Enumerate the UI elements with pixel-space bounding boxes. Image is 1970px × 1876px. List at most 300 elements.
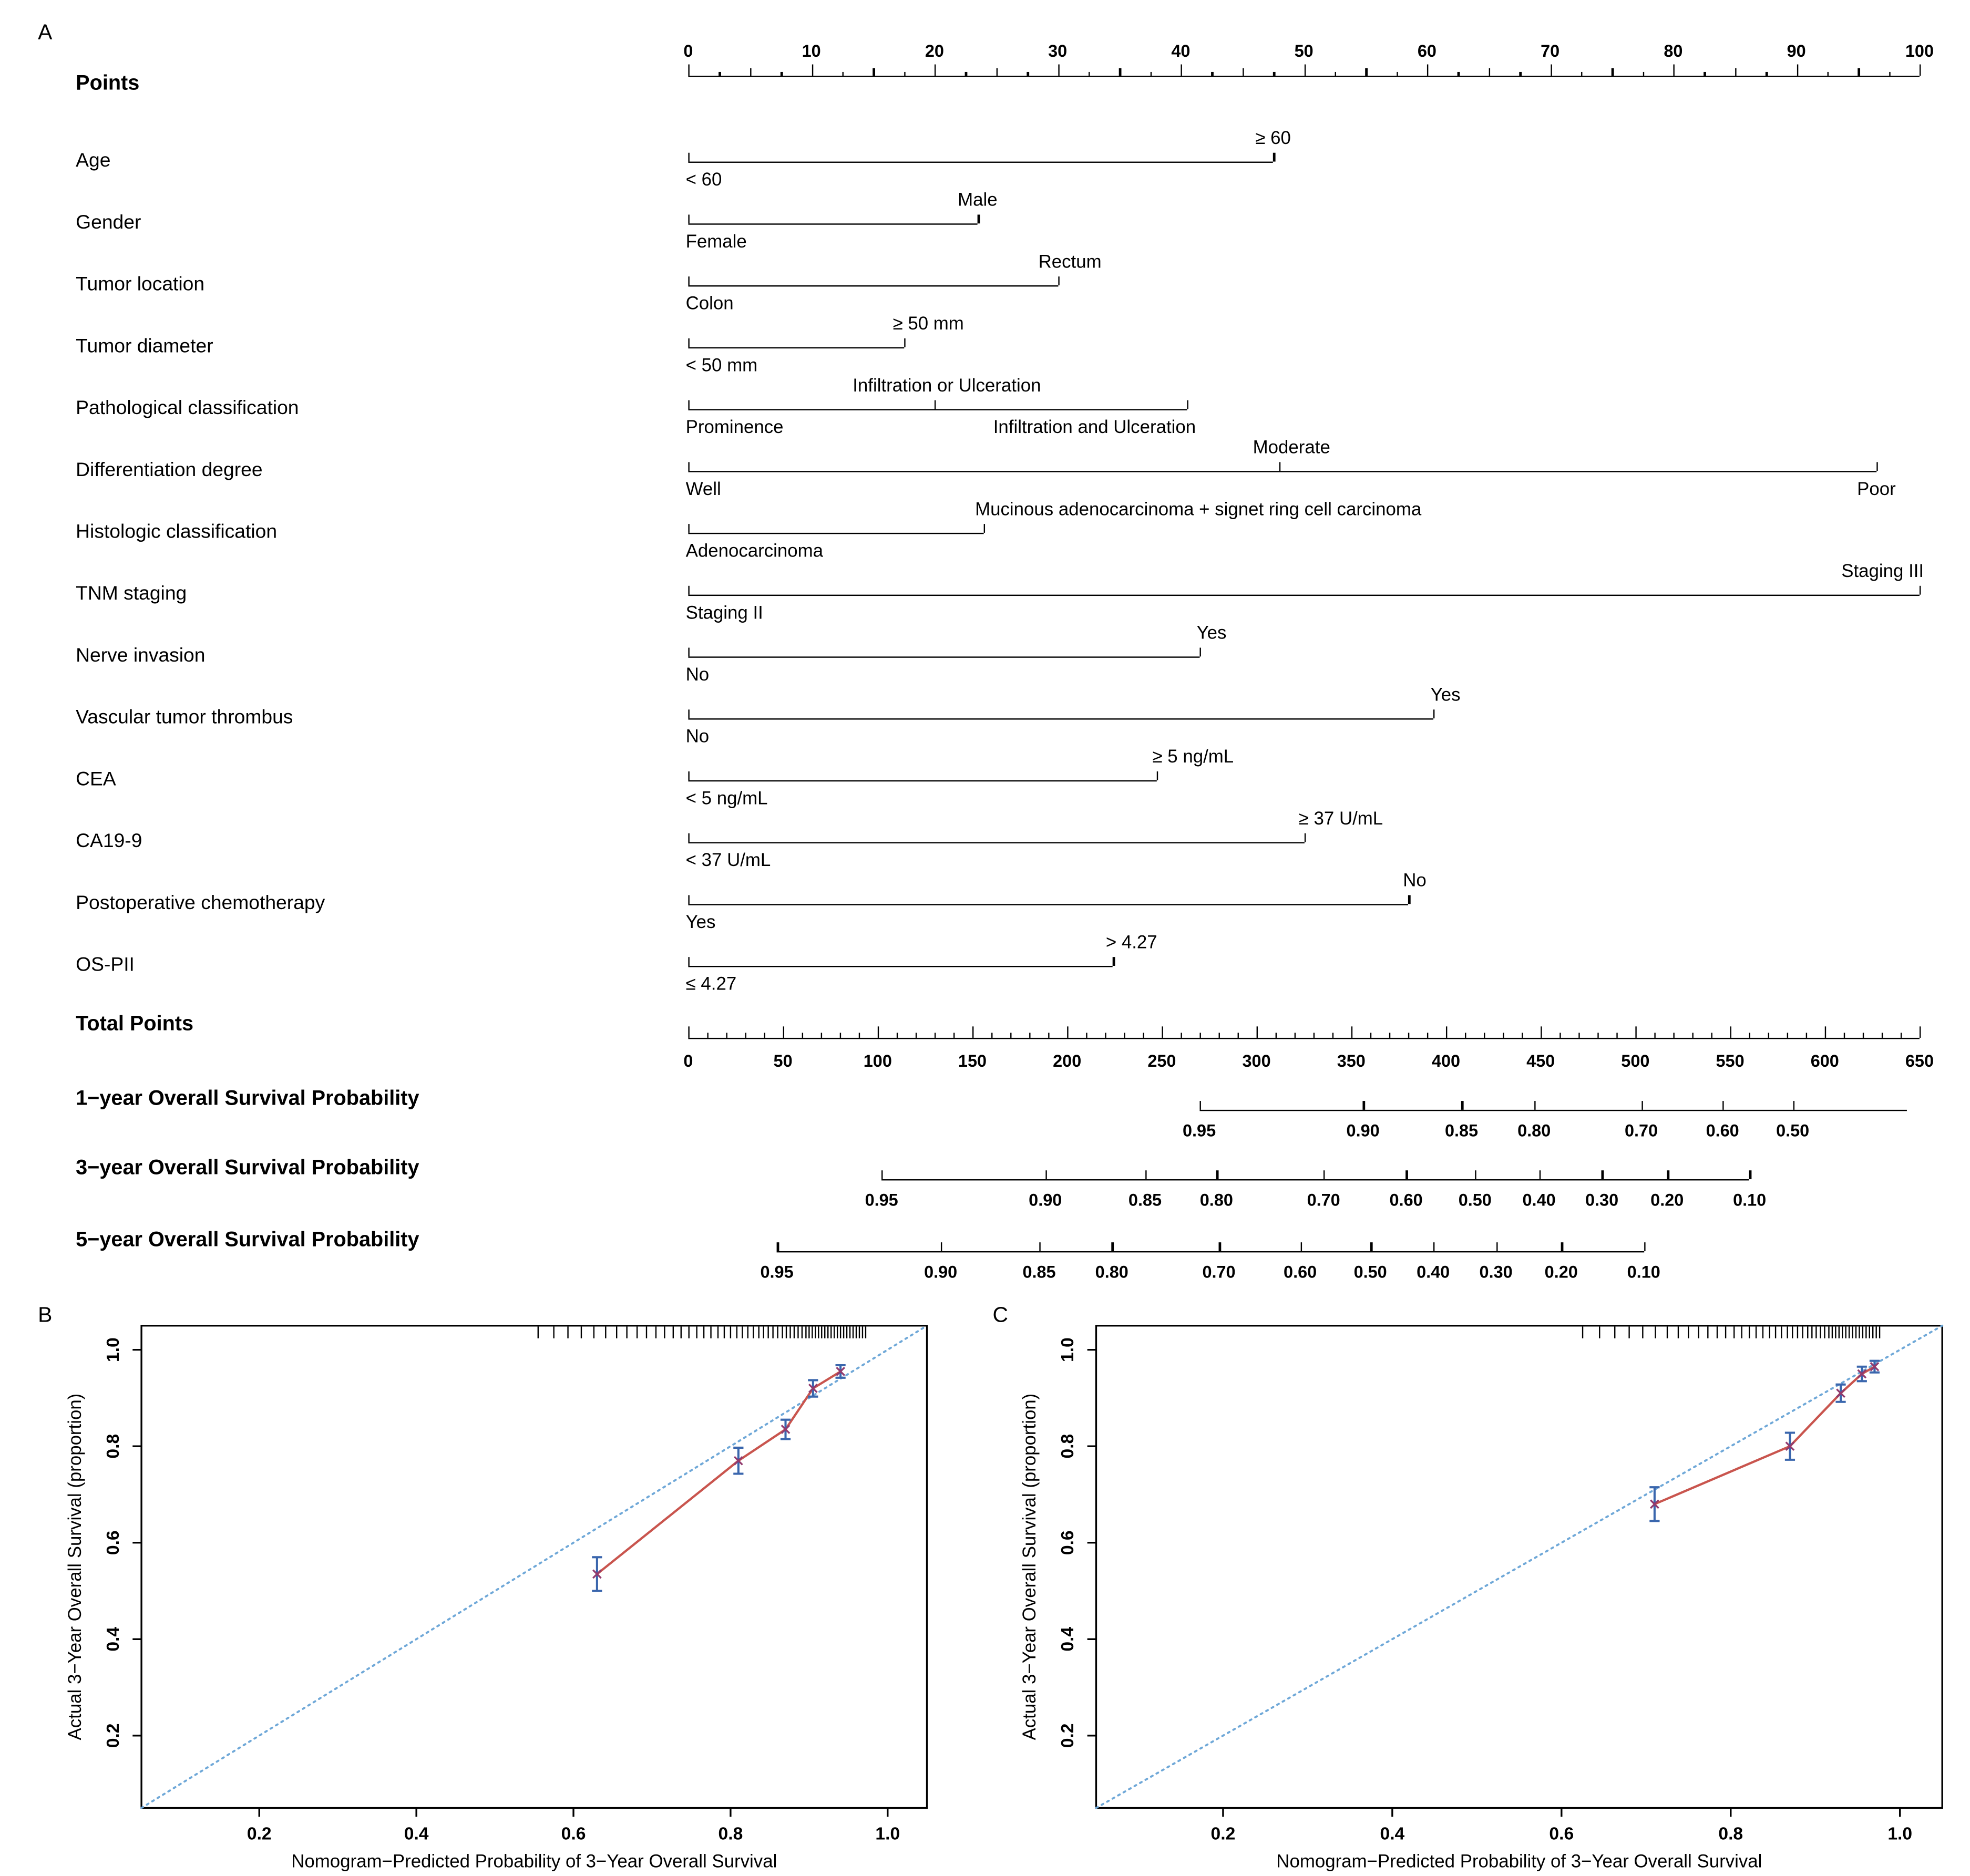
identity-line <box>1096 1326 1942 1808</box>
points-tick-label: 70 <box>1541 42 1560 61</box>
y-tick-label: 0.6 <box>103 1530 123 1555</box>
axis-tick <box>1730 1026 1732 1038</box>
axis-tick <box>1825 1026 1827 1038</box>
axis-tick <box>1216 1170 1218 1179</box>
category-label: Yes <box>685 913 716 933</box>
axis-tick <box>1581 71 1583 76</box>
axis-tick <box>878 1026 879 1038</box>
total-points-tick-label: 600 <box>1810 1052 1839 1071</box>
axis-line <box>688 718 1433 720</box>
total-points-tick-label: 400 <box>1431 1052 1461 1071</box>
axis-tick <box>764 1032 766 1038</box>
axis-line <box>688 285 1058 287</box>
axis-tick <box>1243 68 1244 76</box>
category-label: ≤ 4.27 <box>685 974 737 995</box>
axis-tick <box>1539 1170 1541 1179</box>
axis-tick <box>1143 1032 1144 1038</box>
axis-tick <box>1351 1026 1353 1038</box>
axis-tick <box>1534 1101 1536 1110</box>
axis-tick <box>688 1026 690 1038</box>
axis-line <box>688 656 1199 658</box>
axis-tick <box>1427 65 1429 76</box>
axis-tick <box>1058 65 1059 76</box>
axis-line <box>688 76 1920 77</box>
prob-tick-label: 0.85 <box>1022 1262 1056 1282</box>
axis-tick <box>1039 1242 1041 1251</box>
category-label: ≥ 60 <box>1255 129 1291 149</box>
category-label: ≥ 37 U/mL <box>1298 809 1383 830</box>
row-label: Pathological classification <box>76 397 299 419</box>
axis-tick <box>1827 71 1829 76</box>
axis-tick <box>1616 1032 1618 1038</box>
total-points-tick-label: 450 <box>1526 1052 1555 1071</box>
axis-tick <box>1058 276 1059 285</box>
prob-tick-label: 0.60 <box>1389 1190 1423 1210</box>
panel-b-label: B <box>38 1303 53 1327</box>
category-label: ≥ 50 mm <box>892 314 964 335</box>
points-tick-label: 80 <box>1664 42 1683 61</box>
axis-tick <box>688 957 690 966</box>
axis-tick <box>688 771 690 780</box>
prob-tick-label: 0.30 <box>1479 1262 1513 1282</box>
prob-tick-label: 0.80 <box>1095 1262 1128 1282</box>
row-label: Vascular tumor thrombus <box>76 707 293 729</box>
axis-tick <box>1749 1032 1751 1038</box>
axis-tick <box>1635 1026 1637 1038</box>
axis-tick <box>688 338 690 347</box>
axis-tick <box>1335 71 1336 76</box>
axis-tick <box>777 1242 778 1251</box>
row-label: TNM staging <box>76 583 187 605</box>
axis-tick <box>1273 153 1275 162</box>
axis-tick <box>1863 1032 1864 1038</box>
x-axis-title: Nomogram−Predicted Probability of 3−Year Overall Survival <box>1276 1851 1762 1872</box>
axis-tick <box>1561 1242 1563 1251</box>
axis-tick <box>941 1242 942 1251</box>
axis-tick <box>996 68 998 76</box>
prob-tick-label: 0.80 <box>1517 1121 1551 1140</box>
prob-tick-label: 0.85 <box>1444 1121 1479 1140</box>
category-label: No <box>685 665 710 686</box>
prob-tick-label: 0.60 <box>1284 1262 1317 1282</box>
axis-tick <box>1409 895 1410 904</box>
axis-tick <box>1641 1101 1643 1110</box>
category-label: Infiltration or Ulceration <box>853 376 1041 397</box>
row-label: Age <box>76 150 111 172</box>
axis-tick <box>1612 68 1613 76</box>
y-axis-title: Actual 3−Year Overall Survival (proportion) <box>64 1393 85 1740</box>
axis-tick <box>1156 771 1158 780</box>
axis-tick <box>1920 65 1921 76</box>
calibration-plot-b <box>25 1311 941 1876</box>
points-tick-label: 50 <box>1294 42 1314 61</box>
axis-tick <box>688 709 690 718</box>
prob-tick-label: 0.90 <box>924 1262 958 1282</box>
points-tick-label: 60 <box>1417 42 1437 61</box>
y-tick-label: 0.4 <box>103 1626 123 1652</box>
axis-tick <box>1199 648 1201 657</box>
axis-tick <box>1475 1170 1476 1179</box>
axis-tick <box>965 71 967 76</box>
axis-tick <box>688 462 690 471</box>
panel-c-label: C <box>992 1303 1008 1327</box>
axis-tick <box>978 214 979 223</box>
axis-tick <box>1029 1032 1031 1038</box>
y-tick-label: 1.0 <box>103 1337 123 1362</box>
identity-line <box>141 1326 927 1808</box>
axis-tick <box>935 1032 936 1038</box>
axis-tick <box>1541 1026 1542 1038</box>
axis-tick <box>1489 68 1490 76</box>
axis-tick <box>688 833 690 842</box>
points-tick-label: 0 <box>683 42 693 61</box>
panel-a-label: A <box>38 20 53 45</box>
axis-tick <box>1858 68 1860 76</box>
prob-tick-label: 0.30 <box>1585 1190 1619 1210</box>
axis-tick <box>859 1032 860 1038</box>
axis-tick <box>688 153 690 162</box>
axis-tick <box>1199 1032 1201 1038</box>
axis-tick <box>1048 1032 1050 1038</box>
axis-tick <box>1304 65 1306 76</box>
axis-tick <box>1920 586 1921 595</box>
axis-tick <box>904 71 905 76</box>
x-tick-label: 0.8 <box>1718 1824 1743 1844</box>
axis-tick <box>935 65 936 76</box>
category-label: Adenocarcinoma <box>685 541 824 562</box>
y-tick-label: 0.8 <box>103 1434 123 1459</box>
axis-tick <box>745 1032 747 1038</box>
axis-tick <box>1219 1242 1220 1251</box>
axis-tick <box>688 65 690 76</box>
calibration-line <box>597 1372 840 1574</box>
prob-tick-label: 0.20 <box>1544 1262 1578 1282</box>
category-label: > 4.27 <box>1105 933 1157 953</box>
axis-tick <box>1314 1032 1315 1038</box>
axis-tick <box>1578 1032 1580 1038</box>
row-label: OS-PII <box>76 954 135 976</box>
axis-tick <box>1212 71 1213 76</box>
axis-tick <box>1654 1032 1656 1038</box>
axis-tick <box>1433 1242 1435 1251</box>
axis-tick <box>1181 65 1182 76</box>
axis-tick <box>1768 1032 1770 1038</box>
axis-line <box>688 162 1273 163</box>
prob-tick-label: 0.95 <box>760 1262 794 1282</box>
axis-tick <box>1465 1032 1466 1038</box>
x-tick-label: 0.4 <box>404 1824 429 1844</box>
axis-tick <box>1844 1032 1845 1038</box>
prob-tick-label: 0.70 <box>1624 1121 1658 1140</box>
axis-tick <box>821 1032 823 1038</box>
axis-tick <box>688 895 690 904</box>
axis-tick <box>1692 1032 1694 1038</box>
axis-tick <box>1273 71 1275 76</box>
prob-tick-label: 0.10 <box>1627 1262 1660 1282</box>
axis-tick <box>1304 833 1306 842</box>
axis-tick <box>688 524 690 533</box>
axis-tick <box>1704 71 1706 76</box>
category-label: Rectum <box>1038 252 1102 273</box>
category-label: Staging II <box>685 603 763 624</box>
axis-tick <box>1010 1032 1012 1038</box>
row-label: Tumor diameter <box>76 336 213 357</box>
axis-tick <box>1446 1026 1448 1038</box>
axis-line <box>688 533 983 534</box>
y-tick-label: 0.2 <box>103 1723 123 1748</box>
axis-tick <box>1112 1242 1113 1251</box>
axis-tick <box>802 1032 804 1038</box>
axis-tick <box>1550 65 1552 76</box>
row-label: Gender <box>76 212 141 234</box>
total-points-tick-label: 0 <box>683 1052 693 1071</box>
axis-tick <box>1522 1032 1523 1038</box>
axis-tick <box>1750 1170 1751 1179</box>
axis-tick <box>1366 68 1367 76</box>
axis-tick <box>1295 1032 1296 1038</box>
x-tick-label: 0.6 <box>561 1824 586 1844</box>
points-tick-label: 100 <box>1905 42 1934 61</box>
category-label: ≥ 5 ng/mL <box>1152 747 1234 768</box>
prob-tick-label: 0.40 <box>1417 1262 1450 1282</box>
axis-tick <box>1901 1032 1902 1038</box>
category-label: Colon <box>685 294 734 315</box>
axis-tick <box>688 400 690 409</box>
total-points-tick-label: 300 <box>1242 1052 1271 1071</box>
axis-line <box>688 842 1304 844</box>
points-tick-label: 20 <box>925 42 944 61</box>
prob-tick-label: 0.10 <box>1733 1190 1767 1210</box>
axis-tick <box>1433 709 1435 718</box>
axis-tick <box>707 1032 709 1038</box>
axis-tick <box>1124 1032 1125 1038</box>
axis-tick <box>1238 1032 1239 1038</box>
prob-tick-label: 0.60 <box>1706 1121 1739 1140</box>
axis-tick <box>688 276 690 285</box>
axis-line <box>688 966 1113 967</box>
prob-tick-label: 0.20 <box>1650 1190 1684 1210</box>
axis-tick <box>1187 400 1188 409</box>
total-points-tick-label: 50 <box>773 1052 793 1071</box>
row-label: Tumor location <box>76 274 205 296</box>
axis-tick <box>840 1032 842 1038</box>
axis-tick <box>1113 957 1115 966</box>
axis-tick <box>1119 68 1121 76</box>
axis-tick <box>1484 1032 1485 1038</box>
category-label: < 50 mm <box>685 356 758 376</box>
points-tick-label: 10 <box>802 42 821 61</box>
y-tick-label: 0.4 <box>1058 1626 1078 1652</box>
axis-line <box>688 780 1156 782</box>
axis-tick <box>1882 1032 1883 1038</box>
category-label: Female <box>685 232 747 253</box>
prob-tick-label: 0.80 <box>1199 1190 1233 1210</box>
axis-tick <box>726 1032 727 1038</box>
x-tick-label: 1.0 <box>875 1824 900 1844</box>
axis-line <box>1199 1110 1907 1111</box>
category-label: Well <box>685 479 721 500</box>
axis-tick <box>1370 1032 1372 1038</box>
total-points-tick-label: 550 <box>1716 1052 1745 1071</box>
row-label: Differentiation degree <box>76 459 263 481</box>
axis-tick <box>1673 1032 1675 1038</box>
axis-tick <box>1396 71 1398 76</box>
axis-tick <box>1889 71 1890 76</box>
axis-tick <box>1145 1170 1146 1179</box>
axis-tick <box>1503 1032 1504 1038</box>
y-tick-label: 0.2 <box>1058 1723 1078 1748</box>
axis-tick <box>750 68 752 76</box>
x-tick-label: 0.2 <box>1210 1824 1236 1844</box>
category-label: Poor <box>1857 479 1896 500</box>
axis-tick <box>781 71 782 76</box>
axis-tick <box>984 524 986 533</box>
axis-tick <box>1045 1170 1047 1179</box>
axis-tick <box>873 68 875 76</box>
x-tick-label: 0.2 <box>247 1824 272 1844</box>
axis-tick <box>935 400 936 409</box>
axis-tick <box>1673 65 1675 76</box>
category-label: Mucinous adenocarcinoma + signet ring cell carcinoma <box>975 500 1422 520</box>
category-label: Infiltration and Ulceration <box>993 418 1196 438</box>
prob-tick-label: 0.90 <box>1029 1190 1062 1210</box>
axis-line <box>688 223 977 225</box>
axis-tick <box>1219 1032 1220 1038</box>
prob-tick-label: 0.95 <box>865 1190 898 1210</box>
axis-tick <box>1462 1101 1463 1110</box>
axis-tick <box>1257 1026 1258 1038</box>
axis-tick <box>1597 1032 1599 1038</box>
axis-tick <box>1162 1026 1163 1038</box>
axis-tick <box>688 648 690 657</box>
axis-tick <box>1089 71 1090 76</box>
calibration-plot-c <box>982 1311 1955 1876</box>
prob-tick-label: 0.95 <box>1182 1121 1216 1140</box>
x-tick-label: 0.8 <box>718 1824 743 1844</box>
axis-tick <box>1711 1032 1713 1038</box>
survival-axis-title: 5−year Overall Survival Probability <box>76 1228 419 1251</box>
prob-tick-label: 0.85 <box>1128 1190 1162 1210</box>
axis-tick <box>1920 1026 1921 1038</box>
axis-line <box>688 595 1920 596</box>
axis-tick <box>719 71 721 76</box>
axis-tick <box>1496 1242 1497 1251</box>
category-label: < 37 U/mL <box>685 851 771 871</box>
axis-tick <box>1797 65 1798 76</box>
axis-tick <box>1602 1170 1604 1179</box>
prob-tick-label: 0.50 <box>1353 1262 1387 1282</box>
total-points-tick-label: 250 <box>1147 1052 1176 1071</box>
prob-tick-label: 0.40 <box>1522 1190 1556 1210</box>
points-tick-label: 90 <box>1787 42 1806 61</box>
axis-tick <box>1181 1032 1182 1038</box>
row-label: CEA <box>76 769 116 791</box>
axis-tick <box>1276 1032 1277 1038</box>
prob-tick-label: 0.70 <box>1307 1190 1340 1210</box>
axis-line <box>688 1038 1920 1039</box>
category-label: Male <box>958 190 998 211</box>
axis-tick <box>1427 1032 1429 1038</box>
axis-tick <box>1643 71 1644 76</box>
axis-tick <box>1406 1170 1408 1179</box>
axis-line <box>881 1179 1749 1181</box>
axis-tick <box>916 1032 917 1038</box>
axis-tick <box>904 338 905 347</box>
axis-tick <box>1876 462 1878 471</box>
survival-axis-title: 1−year Overall Survival Probability <box>76 1087 419 1110</box>
points-axis-title: Points <box>76 71 140 95</box>
axis-tick <box>881 1170 883 1179</box>
category-label: No <box>685 727 710 748</box>
row-label: Postoperative chemotherapy <box>76 892 325 914</box>
row-label: Histologic classification <box>76 521 278 543</box>
axis-tick <box>1370 1242 1372 1251</box>
axis-tick <box>1279 462 1281 471</box>
y-tick-label: 0.8 <box>1058 1434 1078 1459</box>
axis-tick <box>1722 1101 1724 1110</box>
points-tick-label: 30 <box>1048 42 1068 61</box>
total-points-tick-label: 200 <box>1053 1052 1082 1071</box>
x-tick-label: 1.0 <box>1887 1824 1913 1844</box>
axis-tick <box>1520 71 1521 76</box>
axis-tick <box>1644 1242 1645 1251</box>
axis-tick <box>1766 71 1767 76</box>
axis-tick <box>1332 1032 1334 1038</box>
axis-line <box>688 471 1876 472</box>
category-label: Prominence <box>685 418 784 438</box>
axis-tick <box>897 1032 898 1038</box>
axis-tick <box>1806 1032 1808 1038</box>
y-tick-label: 1.0 <box>1058 1337 1078 1362</box>
axis-tick <box>1086 1032 1087 1038</box>
total-points-tick-label: 650 <box>1905 1052 1934 1071</box>
axis-tick <box>1559 1032 1561 1038</box>
axis-tick <box>1458 71 1460 76</box>
axis-tick <box>1105 1032 1106 1038</box>
axis-line <box>688 409 1187 410</box>
row-label: Nerve invasion <box>76 645 206 667</box>
axis-tick <box>1363 1101 1364 1110</box>
y-axis-title: Actual 3−Year Overall Survival (proportion) <box>1019 1393 1040 1740</box>
prob-tick-label: 0.70 <box>1202 1262 1236 1282</box>
x-tick-label: 0.4 <box>1380 1824 1405 1844</box>
total-points-tick-label: 500 <box>1621 1052 1650 1071</box>
axis-line <box>777 1251 1644 1253</box>
category-label: Yes <box>1196 623 1227 644</box>
axis-tick <box>1389 1032 1391 1038</box>
survival-axis-title: 3−year Overall Survival Probability <box>76 1156 419 1180</box>
total-points-tick-label: 150 <box>958 1052 987 1071</box>
axis-line <box>688 904 1408 905</box>
axis-tick <box>1150 71 1152 76</box>
total-points-tick-label: 100 <box>863 1052 892 1071</box>
axis-tick <box>1787 1032 1789 1038</box>
prob-tick-label: 0.50 <box>1776 1121 1810 1140</box>
axis-tick <box>783 1026 785 1038</box>
row-label: CA19-9 <box>76 830 142 852</box>
category-label: Moderate <box>1253 438 1330 459</box>
category-label: < 60 <box>685 170 722 191</box>
axis-tick <box>991 1032 993 1038</box>
total-points-title: Total Points <box>76 1012 194 1036</box>
x-tick-label: 0.6 <box>1549 1824 1574 1844</box>
total-points-tick-label: 350 <box>1337 1052 1366 1071</box>
axis-tick <box>1408 1032 1410 1038</box>
prob-tick-label: 0.50 <box>1458 1190 1492 1210</box>
points-tick-label: 40 <box>1171 42 1191 61</box>
axis-tick <box>812 65 813 76</box>
prob-tick-label: 0.90 <box>1346 1121 1380 1140</box>
